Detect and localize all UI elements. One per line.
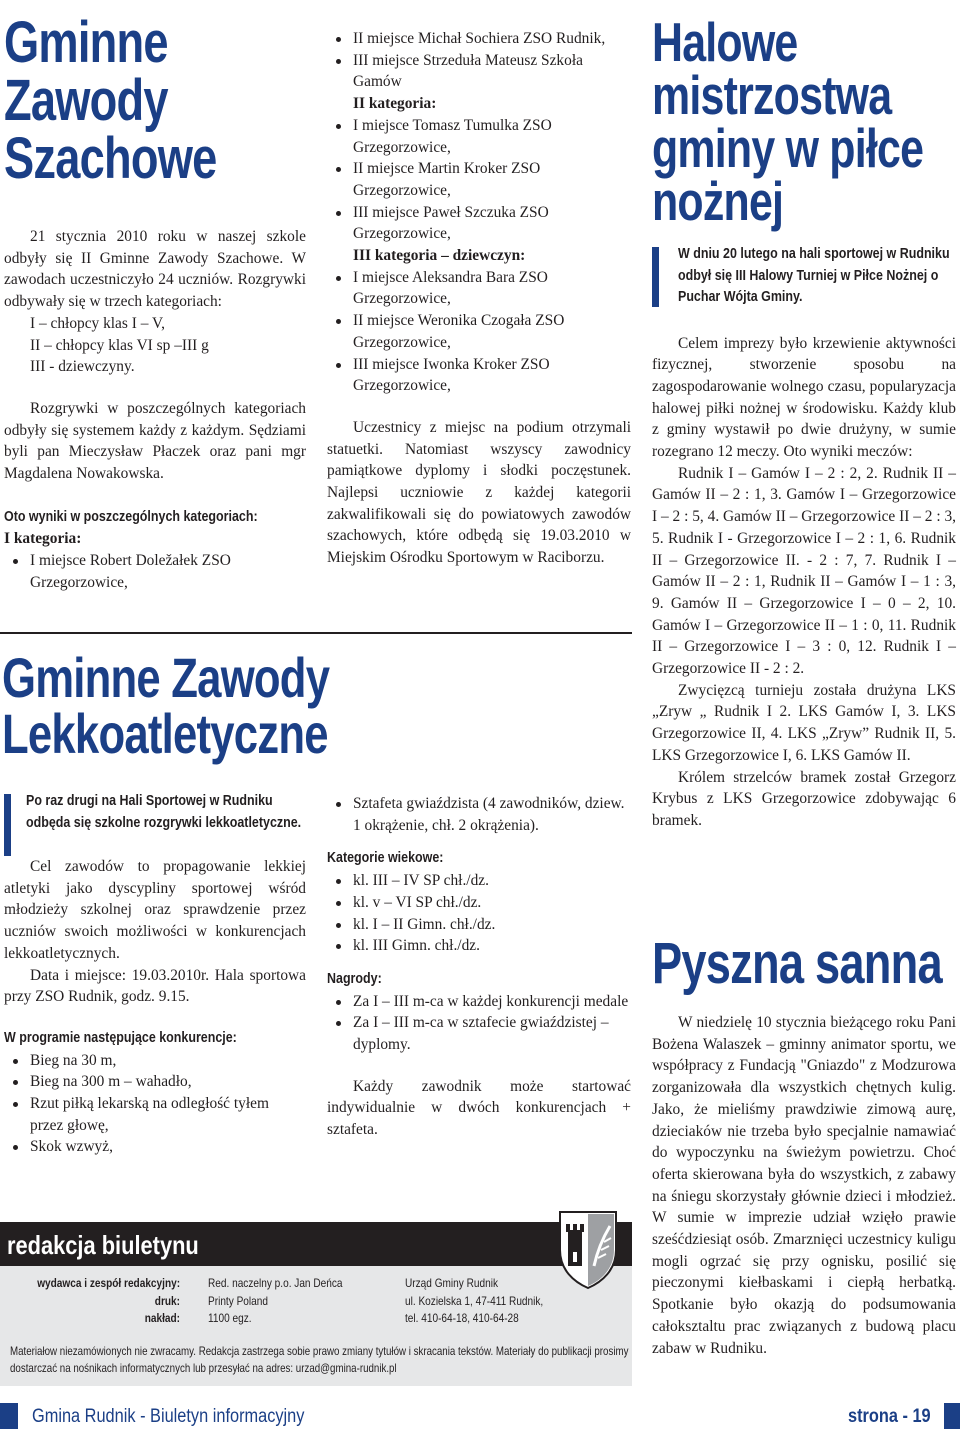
chess-title-line-1: Gminne: [4, 10, 168, 75]
athletics-title-line-2: Lekkoatletyczne: [2, 702, 328, 765]
footer-bar: [0, 1403, 960, 1429]
editorial-banner-text: redakcja biuletynu: [7, 1230, 199, 1260]
football-title-line-4: nożnej: [652, 170, 784, 232]
office-address: ul. Kozielska 1, 47-411 Rudnik,: [405, 1293, 544, 1308]
football-lead-text: W dniu 20 lutego na hali sportowej w Rudniku odbył się III Halowy Turniej w Piłce Nożnej o Puchar Wójta Gminy.: [678, 246, 950, 305]
section-divider: [0, 632, 632, 634]
chess-cat-2: II – chłopcy klas VI sp –III g: [30, 336, 209, 354]
chess-cat1-list: [4, 550, 306, 593]
sledding-body: W niedzielę 10 stycznia bieżącego roku Pani Bożena Walaszek – gminny animator sportu, we współpracy z Fundacją "Gniazdo" z Modzurowa zorganizowała dla wszystkich chętnych kulig. Jako, że mieliśmy prawdziwie zimową aurę, dzieciaków nie trzeba było specjalnie namawiać do wypoczynku na świeżym powietrzu. Choć oferta skierowana była do wszystkich, z zabawy na śniegu skorzystały głównie dzieci i młodzież. W sumie w imprezie udział wzięło prawie sześćdziesiąt osób. Zmarznięci uczestnicy kuligu mogli ogrzać się przy ognisku, posilić się pieczonymi kiełbaskami i ciepłą herbatką. Spotkanie było okazją do podsumowania całoksztaltu prac związanych z budową placu zabaw w Rudniku.: [652, 1014, 956, 1357]
athletics-lead: [4, 791, 306, 834]
list-item: II miejsce Weronika Czogała ZSO Grzegorzowice,: [327, 310, 631, 353]
athletics-para1: Cel zawodów to propagowanie lekkiej atletyki jako dyscypliny sportowej wśród młodzieży szkolnej oraz sprawdzenie przez uczniów swoich możliwości w konkurencjach lekkoatletycznych.: [4, 858, 306, 962]
chess-cat1-heading: I kategoria:: [4, 530, 82, 548]
editorial-values: [208, 1275, 388, 1328]
chess-para2: Rozgrywki w poszczególnych kategoriach odbyły się systemem każdy z każdym. Sędziami byli pan Mieczysław Płaczek oraz pani mgr Magdalena Nowakowska.: [4, 399, 306, 483]
list-item: Skok wzwyż,: [4, 1136, 306, 1158]
editorial-printer: Printy Poland: [208, 1293, 268, 1308]
athletics-title: [2, 646, 337, 765]
editorial-editor: Red. naczelny p.o. Jan Deńca: [208, 1276, 343, 1290]
list-item: I miejsce Tomasz Tumulka ZSO Grzegorzowice,: [327, 115, 631, 158]
editorial-label-print: druk:: [154, 1293, 180, 1308]
list-item: kl. III Gimn. chł./dz.: [327, 935, 631, 957]
football-article: [652, 244, 956, 832]
list-item: Bieg na 30 m,: [4, 1050, 306, 1072]
footer-publication: Gmina Rudnik - Biuletyn informacyjny: [32, 1406, 305, 1427]
chess-intro: 21 stycznia 2010 roku w naszej szkole odbyły się II Gminne Zawody Szachowe. W zawodach uczestniczyło 24 uczniów. Rozgrywki odbywały się w trzech kategoriach:: [4, 228, 306, 311]
list-item: III miejsce Paweł Szczuka ZSO Grzegorzowice,: [327, 202, 631, 245]
editorial-office: [405, 1275, 605, 1328]
chess-article-col1: [4, 226, 306, 594]
list-item: Rzut piłką lekarską na odległość tyłem przez głowę,: [4, 1093, 306, 1136]
football-lead: [652, 244, 956, 309]
athletics-age-heading: Kategorie wiekowe:: [327, 850, 444, 867]
chess-cat3-heading: III kategoria – dziewczyn:: [353, 247, 526, 265]
editorial-note-line-1: Materiałow niezamówionych nie zwracamy. Redakcja zastrzega sobie prawo zmiany tytułów i skracania tekstów. Materiały do publikacji prosimy: [10, 1345, 629, 1358]
athletics-col1: [4, 791, 306, 1158]
footer-accent-right: [944, 1403, 960, 1429]
chess-cat2-heading: II kategoria:: [353, 95, 437, 113]
athletics-para2: Data i miejsce: 19.03.2010r. Hala sportowa przy ZSO Rudnik, godz. 9.15.: [4, 966, 306, 1006]
chess-closing: Uczestnicy z miejsc na podium otrzymali statuetki. Natomiast wszyscy zawodnicy pamiątkowe dyplomy i słodki poczęstunek. Najlepsi uczniowie z każdej kategorii zakwalifikowali się do powiatowych zawodów szachowych, które odbędą się 19.03.2010 w Miejskim Ośrodku Sportowym w Raciborzu.: [327, 418, 631, 567]
list-item: kl. III – IV SP chł./dz.: [327, 870, 631, 892]
athletics-title-line-1: Gminne Zawody: [2, 646, 330, 709]
editorial-circulation: 1100 egz.: [208, 1311, 252, 1325]
chess-title: [4, 10, 261, 191]
list-item: II miejsce Michał Sochiera ZSO Rudnik,: [327, 28, 631, 50]
lead-accent-bar: [4, 794, 11, 856]
football-title-line-1: Halowe: [652, 11, 798, 73]
office-phone: tel. 410-64-18, 410-64-28: [405, 1311, 519, 1325]
chess-title-line-3: Szachowe: [4, 126, 217, 191]
list-item: kl. v – VI SP chł./dz.: [327, 892, 631, 914]
editorial-labels: [10, 1275, 180, 1328]
football-matches: Rudnik I – Gamów I – 2 : 2, 2. Rudnik II – Gamów II – 2 : 1, 3. Gamów I – Grzegorzowice I – 2 : 5, 4. Gamów II – Grzegorzowice II – 2 : 3, 5. Rudnik I - Grzegorzowice I – 2 : 1, 6. Rudnik II – Grzegorzowice II. - 2 : 7, 7. Rudnik I – Gamów II – 2 : 1, Rudnik II – Gamów I – 1 : 3, 9. Gamów II – Grzegorzowice I – 0 – 2, 10. Gamów I – Grzegorzowice II – 1 : 0, 11. Rudnik II – Grzegorzowice I – 3 : 0, 12. Rudnik I – Grzegorzowice II - 2 : 2.: [652, 464, 956, 678]
list-item: I miejsce Aleksandra Bara ZSO Grzegorzowice,: [327, 267, 631, 310]
list-item: Bieg na 300 m – wahadło,: [4, 1071, 306, 1093]
list-item: kl. I – II Gimn. chł./dz.: [327, 914, 631, 936]
chess-article-col2: [327, 28, 631, 569]
list-item: II miejsce Martin Kroker ZSO Grzegorzowice,: [327, 158, 631, 201]
football-para1: Celem imprezy było krzewienie aktywności fizycznej, stworzenie sposobu na zagospodarowanie wolnego czasu, popularyzacja halowej piłki nożnej w środowisku. Każdy klub z gminy wystawił po dwie drużyny, w sumie rozegrano 12 meczy. Oto wyniki meczów:: [652, 334, 956, 461]
editorial-note: [10, 1343, 730, 1377]
athletics-closing: Każdy zawodnik może startować indywidualnie w dwóch konkurencjach + sztafeta.: [327, 1077, 631, 1139]
list-item: Za I – III m-ca w sztafecie gwiaździstej – dyplomy.: [327, 1012, 631, 1055]
editorial-note-line-2: dostarczać na nośnikach informatycznych lub przesyłać na adres: urzad@gmina-rudnik.pl: [10, 1362, 397, 1375]
editorial-box: [0, 1222, 632, 1386]
chess-cat-1: I – chłopcy klas I – V,: [30, 314, 165, 332]
football-title-line-3: gminy w piłce: [652, 117, 924, 179]
athletics-prizes-heading: Nagrody:: [327, 970, 382, 987]
football-scorer: Królem strzelców bramek został Grzegorz Krybus z LKS Grzegorzowice zdobywając 6 bramek.: [652, 768, 956, 829]
footer-page-number: strona - 19: [848, 1406, 931, 1427]
lead-accent-bar: [652, 247, 659, 307]
football-title: [652, 11, 956, 232]
list-item: Za I – III m-ca w każdej konkurencji medale: [327, 991, 631, 1013]
list-item: I miejsce Robert Doležałek ZSO Grzegorzowice,: [4, 550, 306, 593]
sledding-article: [652, 1012, 956, 1359]
athletics-col2: [327, 793, 631, 1141]
athletics-lead-text: Po raz drugi na Hali Sportowej w Rudniku odbęda się szkolne rozgrywki lekkoatletyczne.: [26, 793, 302, 831]
list-item: Sztafeta gwiaździsta (4 zawodników, dziew. 1 okrążenie, chł. 2 okrążenia).: [327, 793, 631, 836]
office-name: Urząd Gminy Rudnik: [405, 1276, 498, 1290]
list-item: III miejsce Iwonka Kroker ZSO Grzegorzowice,: [327, 354, 631, 397]
sledding-title: Pyszna sanna: [652, 931, 942, 996]
footer-accent-left: [0, 1403, 18, 1429]
chess-results-heading: Oto wyniki w poszczególnych kategoriach:: [4, 508, 258, 525]
football-winners: Zwycięzcą turnieju została drużyna LKS „Zryw „ Rudnik I 2. LKS Gamów I, 3. LKS Grzegorzowice II, 4. LKS „Zryw” Rudnik II, 5. LKS Grzegorzowice I, 6. LKS Gamów II.: [652, 681, 956, 764]
football-title-line-2: mistrzostwa: [652, 64, 892, 126]
chess-title-line-2: Zawody: [4, 68, 168, 133]
athletics-program-heading: W programie następujące konkurencje:: [4, 1029, 237, 1046]
list-item: III miejsce Strzeduła Mateusz Szkoła Gamów: [327, 50, 631, 93]
chess-cat-3: III - dziewczyny.: [30, 358, 135, 376]
editorial-label-publisher: wydawca i zespół redakcyjny:: [37, 1276, 181, 1290]
editorial-label-circulation: nakład:: [144, 1311, 180, 1325]
editorial-banner: [0, 1222, 632, 1266]
